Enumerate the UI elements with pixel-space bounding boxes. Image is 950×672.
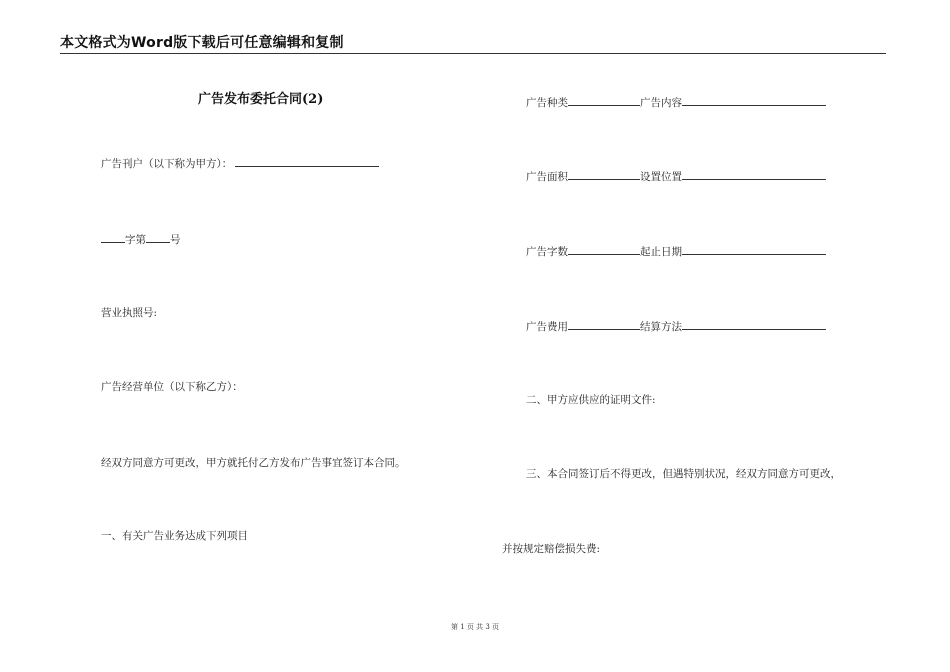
settlement-blank [682, 318, 826, 330]
ad-words-blank [568, 243, 640, 255]
operator-label: 广告经营单位（以下称乙方）： [101, 381, 243, 393]
ad-content-blank [682, 94, 826, 106]
document-title: 广告发布委托合同(2) [198, 92, 324, 107]
settlement-label: 结算方法 [640, 321, 682, 333]
dates-label: 起止日期 [640, 246, 682, 258]
publisher-line [101, 155, 379, 171]
page-footer: 第 1 页 共 3 页 [450, 623, 500, 631]
header-divider [60, 53, 886, 54]
document-number-line [101, 231, 181, 247]
compensation-text: 并按规定赔偿损失费: [502, 543, 601, 555]
ad-type-line [526, 94, 826, 110]
ad-type-blank [568, 94, 640, 106]
ad-content-label: 广告内容 [640, 97, 682, 109]
position-blank [682, 168, 826, 180]
zi-blank [101, 231, 125, 243]
publisher-label: 广告刊户（以下称为甲方）： [101, 158, 233, 170]
ad-area-label: 广告面积 [526, 171, 568, 183]
hao-label: 号 [170, 234, 181, 246]
publisher-blank [235, 155, 379, 167]
ad-words-label: 广告字数 [526, 246, 568, 258]
section-2-heading: 二、甲方应供应的证明文件: [526, 394, 656, 406]
dates-blank [682, 243, 826, 255]
hao-blank [146, 231, 170, 243]
ad-words-line [526, 243, 826, 259]
agreement-text: 经双方同意方可更改，甲方就托付乙方发布广告事宜签订本合同。 [101, 457, 406, 469]
page-header: 本文格式为Word版下载后可任意编辑和复制 [60, 35, 344, 51]
ad-area-blank [568, 168, 640, 180]
ad-fee-line [526, 318, 826, 334]
section-3-text: 三、本合同签订后不得更改，但遇特别状况，经双方同意方可更改， [526, 468, 841, 480]
ad-fee-blank [568, 318, 640, 330]
section-1-heading: 一、有关广告业务达成下列项目 [101, 530, 248, 542]
ad-area-line [526, 168, 826, 184]
position-label: 设置位置 [640, 171, 682, 183]
ad-fee-label: 广告费用 [526, 321, 568, 333]
ad-type-label: 广告种类 [526, 97, 568, 109]
license-label: 营业执照号: [101, 307, 158, 319]
zi-label: 字第 [125, 234, 146, 246]
